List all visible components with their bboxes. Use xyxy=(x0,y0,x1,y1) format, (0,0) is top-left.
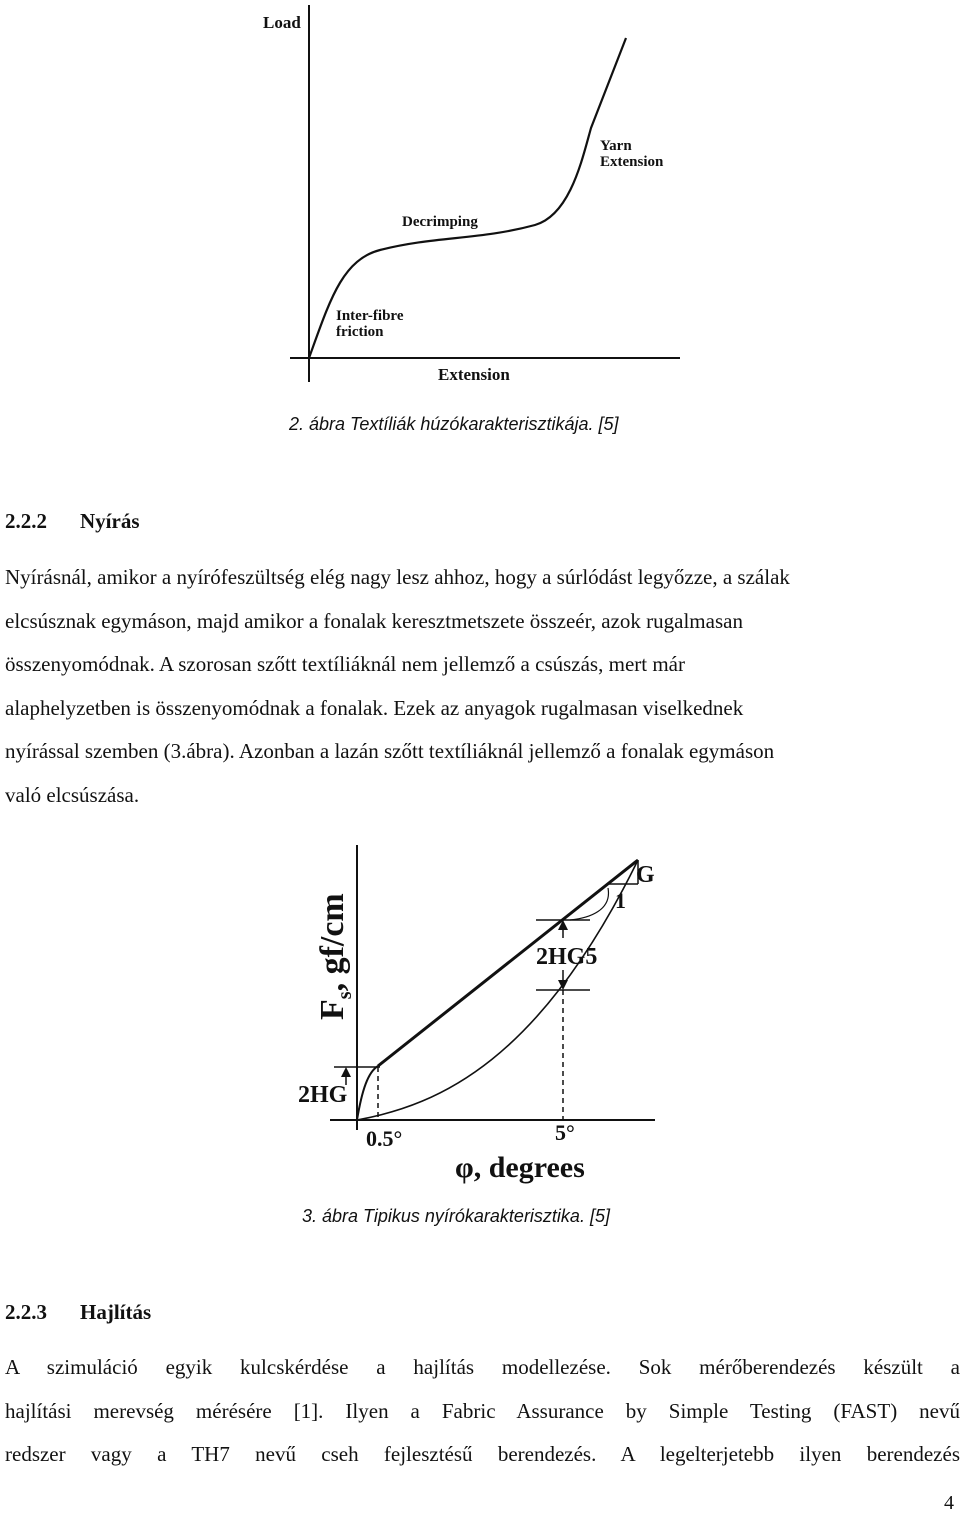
tick-label-5: 5° xyxy=(555,1120,575,1145)
paragraph-line: A szimuláció egyik kulcskérdése a hajlítás modellezése. Sok mérőberendezés készült a xyxy=(5,1355,960,1379)
label-g: G xyxy=(636,862,655,888)
section-heading-223 xyxy=(5,1300,151,1325)
page-number: 4 xyxy=(944,1492,954,1514)
paragraph-line: összenyomódnak. A szorosan szőtt textíliáknál nem jellemző a csúszás, mert már xyxy=(5,652,685,676)
section-title: Hajlítás xyxy=(80,1300,152,1324)
unloading-curve xyxy=(357,860,638,1120)
y-axis-label-main: F xyxy=(314,999,351,1020)
yarn-extension-label-2: Extension xyxy=(600,154,664,170)
yarn-extension-label-1: Yarn xyxy=(600,138,632,154)
decrimping-label: Decrimping xyxy=(402,214,478,230)
figure-2-caption: 2. ábra Textíliák húzókarakterisztikája. [5] xyxy=(289,414,619,434)
section-number: 2.2.2 xyxy=(5,509,47,533)
paragraph-line: nyírással szemben (3.ábra). Azonban a lazán szőtt textíliáknál jellemző a fonalak egymáson xyxy=(5,739,775,763)
paragraph-line: Nyírásnál, amikor a nyírófeszültség elég nagy lesz ahhoz, hogy a súrlódást legyőzze, a szálak xyxy=(5,565,790,589)
paragraph-line: redszer vagy a TH7 nevű cseh fejlesztésű berendezés. A legelterjetebb ilyen berendezés xyxy=(5,1442,960,1466)
shear-diagram xyxy=(290,840,670,1195)
leader-g-curve xyxy=(570,888,608,920)
paragraph-hajlitas xyxy=(5,1346,960,1477)
paragraph-nyiras xyxy=(5,556,950,817)
slope-line-g xyxy=(378,860,638,1066)
label-2hg5: 2HG5 xyxy=(536,944,598,970)
paragraph-line: hajlítási merevség mérésére [1]. Ilyen a Fabric Assurance by Simple Testing (FAST) nevű xyxy=(5,1398,960,1423)
paragraph-line: alaphelyzetben is összenyomódnak a fonalak. Ezek az anyagok rugalmasan viselkednek xyxy=(5,695,744,720)
inter-fibre-label-1: Inter-fibre xyxy=(336,308,404,324)
y-axis-label xyxy=(314,893,356,1020)
y-axis-label-sub: s xyxy=(334,991,356,1000)
paragraph-line: elcsúsznak egymáson, majd amikor a fonalak keresztmetszete összeér, azok rugalmasan xyxy=(5,608,743,633)
x-axis-label: φ, degrees xyxy=(455,1151,585,1184)
inter-fibre-label-2: friction xyxy=(336,324,384,340)
load-axis-label: Load xyxy=(263,13,301,32)
extension-axis-label: Extension xyxy=(438,365,510,384)
y-axis-label-rest: , gf/cm xyxy=(314,893,351,992)
figure-3-caption: 3. ábra Tipikus nyírókarakterisztika. [5] xyxy=(302,1206,610,1226)
tensile-diagram xyxy=(250,0,690,395)
arrowhead-2hg xyxy=(341,1067,351,1077)
paragraph-line: való elcsúszása. xyxy=(5,782,140,807)
label-1: 1 xyxy=(615,888,626,913)
tick-label-05: 0.5° xyxy=(366,1126,403,1151)
section-number: 2.2.3 xyxy=(5,1300,47,1324)
label-2hg: 2HG xyxy=(298,1082,348,1108)
loading-curve xyxy=(357,1066,378,1120)
section-heading-222 xyxy=(5,509,140,534)
section-title: Nyírás xyxy=(80,509,140,533)
